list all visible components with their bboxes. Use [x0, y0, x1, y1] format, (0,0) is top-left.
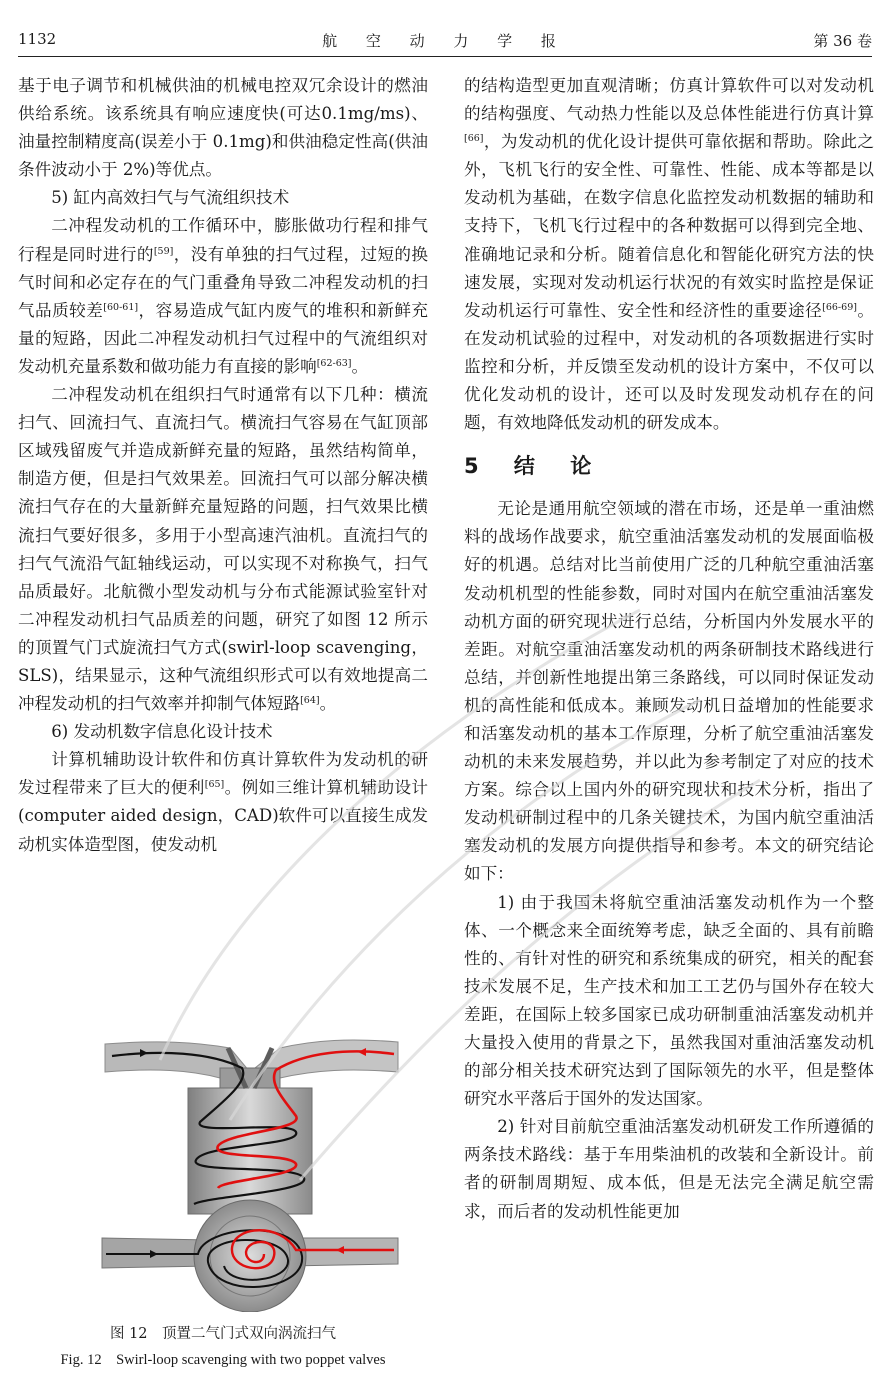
subsection-heading-5: 5) 缸内高效扫气与气流组织技术: [51, 188, 290, 208]
citation[interactable]: [59]: [153, 245, 174, 257]
citation[interactable]: [66]: [464, 133, 484, 145]
figure-12-swirl-loop-diagram: [100, 1012, 400, 1312]
citation[interactable]: [62-63]: [316, 357, 352, 369]
citation[interactable]: [64]: [300, 695, 320, 707]
running-header: [18, 26, 872, 57]
citation[interactable]: [65]: [204, 779, 225, 791]
citation[interactable]: [66-69]: [822, 301, 857, 313]
page-number: 1132: [18, 30, 57, 48]
paragraph: 的结构造型更加直观清晰；仿真计算软件可以对发动机的结构强度、气动热力性能以及总体性能进行仿真计算[66]，为发动机的优化设计提供可靠依据和帮助。除此之外，飞机飞行的安全性、可靠性、性能、成本等都是以发动机为基础，在数字信息化监控发动机数据的辅助和支持下，飞机飞行过程中的各种数据可以得到完全地、准确地记录和分析。随着信息化和智能化研究方法的快速发展，实现对发动机运行状况的有效实时监控是保证发动机运行可靠性、安全性和经济性的重要途径[66-69]。在发动机试验的过程中，对发动机的各项数据进行实时监控和分析，并反馈至发动机的设计方案中，不仅可以优化发动机的设计，还可以及时发现发动机存在的问题，有效地降低发动机的研发成本。: [464, 76, 875, 433]
paragraph: 1) 由于我国未将航空重油活塞发动机作为一个整体、一个概念来全面统筹考虑，缺乏全面的、具有前瞻性的、有针对性的研究和系统集成的研究，相关的配套技术发展不足，生产技术和加工工艺仍与国外存在较大差距，在国际上较多国家已成功研制重油活塞发动机并大量投入使用的背景之下，虽然我国对重油活塞发动机的部分相关技术研究达到了国际领先的水平，但是整体研究水平落后于国外的发达国家。: [464, 892, 874, 1109]
left-column: [18, 72, 428, 859]
paragraph: 二冲程发动机在组织扫气时通常有以下几种：横流扫气、回流扫气、直流扫气。横流扫气容易在气缸顶部区域残留废气并造成新鲜充量的短路，虽然结构简单，制造方便，但是扫气效果差。回流扫气可以部分解决横流扫气存在的大量新鲜充量短路的问题，扫气效果比横流扫气要好很多，多用于小型高速汽油机。直流扫气的扫气气流沿气缸轴线运动，可以实现不对称换气，扫气品质最好。北航微小型发动机与分布式能源试验室针对二冲程发动机扫气品质差的问题，研究了如图 12 所示的顶置气门式旋流扫气方式(swirl-loop scavenging，SLS)，结果显示，这种气流组织形式可以有效地提高二冲程发动机的扫气效率并抑制气体短路[64]。: [18, 385, 428, 714]
citation[interactable]: [60-61]: [103, 301, 139, 313]
cylinder-head: [220, 1068, 280, 1090]
section-heading-conclusion: 5 结 论: [464, 454, 606, 479]
paragraph: 基于电子调节和机械供油的机械电控双冗余设计的燃油供给系统。该系统具有响应速度快(可达0.1mg/ms)、油量控制精度高(误差小于 0.1mg)和供油稳定性高(供油条件波动小于 2%)等优点。: [18, 76, 428, 180]
paragraph: 计算机辅助设计软件和仿真计算软件为发动机的研发过程带来了巨大的便利[65]。例如三维计算机辅助设计(computer aided design，CAD)软件可以直接生成发动机实体造型图，使发动机: [18, 750, 429, 854]
paragraph: 二冲程发动机的工作循环中，膨胀做功行程和排气行程是同时进行的[59]，没有单独的扫气过程，过短的换气时间和必定存在的气门重叠角导致二冲程发动机的扫气品质较差[60-61]，容易造成气缸内废气的堆积和新鲜充量的短路，因此二冲程发动机扫气过程中的气流组织对发动机充量系数和做功能力有直接的影响[62-63]。: [18, 216, 429, 376]
journal-title: 航 空 动 力 学 报: [322, 32, 568, 50]
paragraph: 无论是通用航空领域的潜在市场，还是单一重油燃料的战场作战要求，航空重油活塞发动机的发展面临极好的机遇。总结对比当前使用广泛的几种航空重油活塞发动机机型的性能参数，同时对国内在航空重油活塞发动机方面的研究现状进行总结，分析国内外发展水平的差距。对航空重油活塞发动机的两条研制技术路线进行总结，并创新性地提出第三条路线，可以同时保证发动机的高性能和低成本。兼顾发动机日益增加的性能要求和活塞发动机的基本工作原理，分析了航空重油活塞发动机的未来发展趋势，并以此为参考制定了对应的技术方案。综合以上国内外的研究现状和技术分析，指出了发动机研制过程中的几条关键技术，为国内航空重油活塞发动机的发展方向提供指导和参考。本文的研究结论如下：: [464, 499, 874, 884]
subsection-heading-6: 6) 发动机数字信息化设计技术: [51, 722, 273, 742]
figure-caption-cn: 图 12 顶置二气门式双向涡流扫气: [109, 1326, 337, 1342]
figure-caption-en: Fig. 12 Swirl-loop scavenging with two poppet valves: [60, 1352, 386, 1368]
right-column: [464, 72, 874, 1226]
volume-label: 第 36 卷: [813, 32, 872, 50]
paragraph: 2) 针对目前航空重油活塞发动机研发工作所遵循的两条技术路线：基于车用柴油机的改装和全新设计。前者的研制周期短、成本低，但是无法完全满足航空需求，而后者的发动机性能更加: [464, 1117, 874, 1221]
swirl-loop-illustration: [100, 1012, 400, 1312]
cylinder-top-view: [194, 1200, 306, 1312]
